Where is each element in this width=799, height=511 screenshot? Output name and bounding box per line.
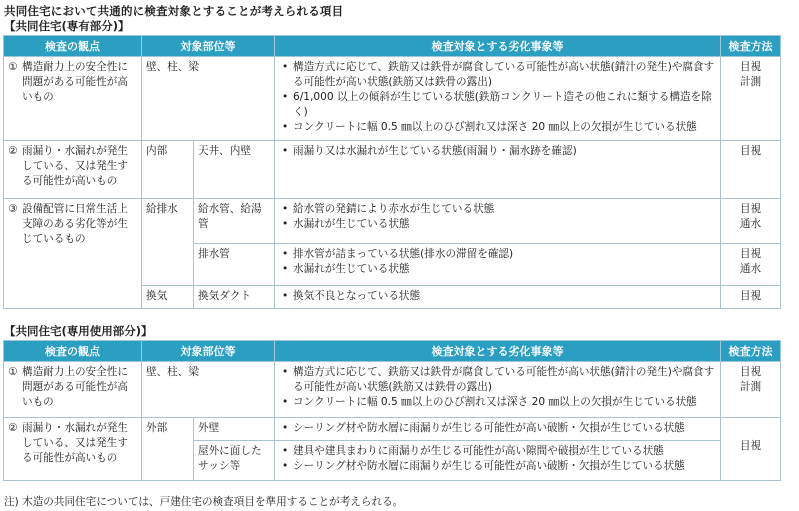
- part-cell: 換気: [142, 286, 194, 309]
- viewpoint-cell: ① 構造耐力上の安全性に問題がある可能性が高いもの: [4, 57, 142, 141]
- phenomenon-cell: [275, 199, 721, 244]
- header-part: 対象部位等: [142, 36, 275, 57]
- list-item: • 水漏れが生じている状態: [279, 262, 716, 277]
- phenomenon-cell: [275, 244, 721, 286]
- subpart-cell: 給水管、給湯管: [194, 199, 275, 244]
- subpart-cell: 屋外に面したサッシ等: [194, 441, 275, 481]
- list-item: • 換気不良となっている状態: [279, 289, 716, 304]
- table-row: [4, 362, 781, 418]
- header-phenomenon: 検査対象とする劣化事象等: [275, 341, 721, 362]
- list-item: • シーリング材や防水層に雨漏りが生じる可能性が高い破断・欠損が生じている状態: [279, 421, 716, 436]
- list-item: • 雨漏り又は水漏れが生じている状態(雨漏り・漏水跡を確認): [279, 144, 716, 159]
- list-item: • コンクリートに幅 0.5 ㎜以上のひび割れ又は深さ 20 ㎜以上の欠損が生じている状態: [279, 120, 716, 135]
- footnote: 注) 木造の共同住宅については、戸建住宅の検査項目を準用することが考えられる。: [4, 496, 404, 508]
- part-cell: 内部: [142, 141, 194, 199]
- table-row: [4, 199, 781, 244]
- header-phenomenon: 検査対象とする劣化事象等: [275, 36, 721, 57]
- section1-table: [3, 35, 781, 309]
- header-viewpoint: 検査の観点: [4, 341, 142, 362]
- method-cell: 目視 通水: [721, 244, 781, 286]
- part-cell: 外部: [142, 418, 194, 481]
- viewpoint-cell: ② 雨漏り・水漏れが発生している、又は発生する可能性が高いもの: [4, 418, 142, 481]
- phenomenon-cell: [275, 362, 721, 418]
- method-cell: 目視: [721, 418, 781, 481]
- viewpoint-cell: ① 構造耐力上の安全性に問題がある可能性が高いもの: [4, 362, 142, 418]
- phenomenon-cell: [275, 418, 721, 441]
- viewpoint-cell: ② 雨漏り・水漏れが発生している、又は発生する可能性が高いもの: [4, 141, 142, 199]
- list-item: • シーリング材や防水層に雨漏りが生じる可能性が高い破断・欠損が生じている状態: [279, 459, 716, 474]
- method-cell: 目視 計測: [721, 57, 781, 141]
- list-item: • 排水管が詰まっている状態(排水の滞留を確認): [279, 247, 716, 262]
- method-cell: 目視 計測: [721, 362, 781, 418]
- method-cell: 目視 通水: [721, 199, 781, 244]
- subpart-cell: 外壁: [194, 418, 275, 441]
- list-item: • 給水管の発錆により赤水が生じている状態: [279, 202, 716, 217]
- viewpoint-cell: ③ 設備配管に日常生活上支障のある劣化等が生じているもの: [4, 199, 142, 309]
- header-part: 対象部位等: [142, 341, 275, 362]
- page-title: 共同住宅において共通的に検査対象とすることが考えられる項目: [4, 4, 344, 18]
- phenomenon-cell: [275, 286, 721, 309]
- table-row: [4, 141, 781, 199]
- table-row: [4, 57, 781, 141]
- table-header-row: [4, 341, 781, 362]
- phenomenon-cell: [275, 441, 721, 481]
- list-item: • 建具や建具まわりに雨漏りが生じる可能性が高い隙間や破損が生じている状態: [279, 444, 716, 459]
- subpart-cell: 排水管: [194, 244, 275, 286]
- part-cell: 壁、柱、梁: [142, 57, 275, 141]
- phenomenon-cell: [275, 141, 721, 199]
- phenomenon-cell: [275, 57, 721, 141]
- subpart-cell: 天井、内壁: [194, 141, 275, 199]
- list-item: • 水漏れが生じている状態: [279, 217, 716, 232]
- header-method: 検査方法: [721, 341, 781, 362]
- section2-heading: 【共同住宅(専用使用部分)】: [4, 324, 153, 338]
- part-cell: 給排水: [142, 199, 194, 286]
- table-row: [4, 418, 781, 441]
- list-item: • 6/1,000 以上の傾斜が生じている状態(鉄筋コンクリート造その他これに類する構造を除く): [279, 90, 716, 120]
- section1-heading: 【共同住宅(専有部分)】: [4, 19, 130, 33]
- part-cell: 壁、柱、梁: [142, 362, 275, 418]
- header-viewpoint: 検査の観点: [4, 36, 142, 57]
- method-cell: 目視: [721, 141, 781, 199]
- list-item: • 構造方式に応じて、鉄筋又は鉄骨が腐食している可能性が高い状態(錆汁の発生)や腐食する可能性が高い状態(鉄筋又は鉄骨の露出): [279, 365, 716, 395]
- subpart-cell: 換気ダクト: [194, 286, 275, 309]
- header-method: 検査方法: [721, 36, 781, 57]
- section2-table: [3, 340, 781, 481]
- list-item: • コンクリートに幅 0.5 ㎜以上のひび割れ又は深さ 20 ㎜以上の欠損が生じている状態: [279, 395, 716, 410]
- list-item: • 構造方式に応じて、鉄筋又は鉄骨が腐食している可能性が高い状態(錆汁の発生)や腐食する可能性が高い状態(鉄筋又は鉄骨の露出): [279, 60, 716, 90]
- table-header-row: [4, 36, 781, 57]
- method-cell: 目視: [721, 286, 781, 309]
